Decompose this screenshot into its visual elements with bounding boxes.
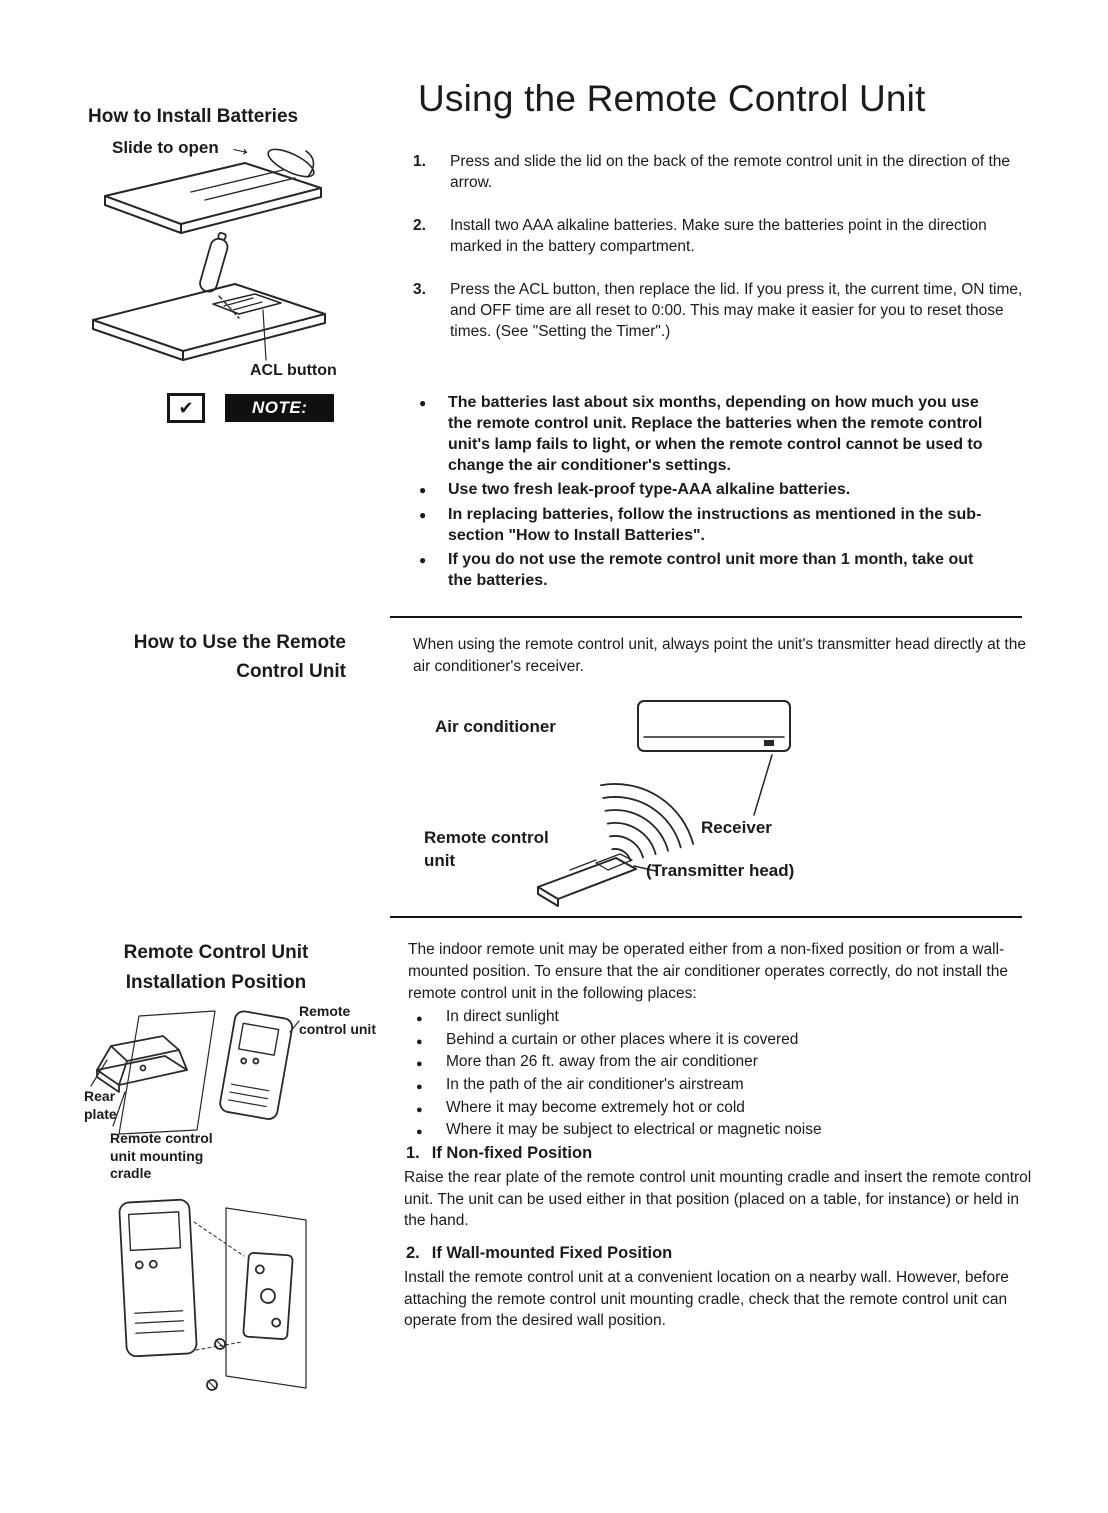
- note-list: [419, 392, 997, 594]
- note-item: [419, 479, 997, 500]
- installation-intro-text: The indoor remote unit may be operated either from a non-fixed position or from a wall-mounted position. To ensure that the air conditioner operates correctly, do not install the remote control unit in the following places:: [408, 941, 1008, 1002]
- bullet-icon: ●: [419, 483, 427, 498]
- note-item: [419, 549, 997, 591]
- heading-line: Remote Control Unit: [123, 942, 309, 963]
- mounting-cradle-label: Remote control unit mounting cradle: [110, 1130, 213, 1181]
- note-text: If you do not use the remote control unit more than 1 month, take out the batteries.: [448, 550, 974, 589]
- step-number: 2.: [413, 216, 426, 234]
- bullet-icon: ●: [416, 1035, 423, 1048]
- bullet-icon: ●: [419, 507, 427, 522]
- battery-install-illustration: [85, 224, 330, 376]
- note-text: The batteries last about six months, depending on how much you use the remote control unit. Replace the batteries when the remote control unit's lamp fails to light, or when the remote control cannot be used to change the air conditioner's settings.: [448, 394, 983, 475]
- list-item: [416, 1006, 1041, 1029]
- battery-steps-list: [413, 151, 1038, 364]
- receiver-label: Receiver: [701, 818, 772, 837]
- page-title: Using the Remote Control Unit: [418, 78, 926, 119]
- bullet-icon: ●: [416, 1080, 423, 1093]
- bullet-icon: ●: [416, 1058, 423, 1071]
- wall-mounted-position-heading: [406, 1244, 672, 1263]
- how-to-install-batteries-heading: How to Install Batteries: [88, 106, 299, 127]
- transmitter-head-label: (Transmitter head): [646, 861, 795, 880]
- subsection-title: If Wall-mounted Fixed Position: [431, 1244, 673, 1262]
- acl-button-label: ACL button: [250, 362, 337, 379]
- step-number: 3.: [413, 280, 426, 298]
- bullet-icon: ●: [416, 1013, 423, 1025]
- note-marker: [167, 393, 334, 423]
- bullet-icon: ●: [416, 1126, 423, 1139]
- wall-mount-illustration: [108, 1192, 333, 1407]
- step-text: Press the ACL button, then replace the lid. If you press it, the current time, ON time, and OFF time are all reset to 0:00. This may make it easier for you to reset those times. (See "Setting the Timer".): [450, 280, 1023, 341]
- rear-plate-label: Rear plate: [84, 1088, 117, 1122]
- heading-line: Control Unit: [236, 661, 346, 683]
- list-item-text: Where it may become extremely hot or cold: [446, 1098, 745, 1116]
- installation-position-heading: [80, 938, 352, 999]
- note-text: In replacing batteries, follow the instructions as mentioned in the sub-section "How to Install Batteries".: [448, 505, 982, 544]
- list-item: [416, 1074, 1041, 1097]
- step-1: [413, 151, 1038, 194]
- list-item: [416, 1119, 1041, 1142]
- list-item-text: In direct sunlight: [446, 1008, 559, 1025]
- note-badge: NOTE:: [225, 394, 334, 422]
- note-item: [419, 504, 997, 546]
- bullet-icon: ●: [416, 1103, 423, 1116]
- bullet-icon: ●: [419, 396, 427, 410]
- remote-control-unit-label: Remote control unit: [424, 828, 549, 870]
- list-item-text: Behind a curtain or other places where it is covered: [446, 1030, 799, 1048]
- slide-arrow-icon: →: [226, 131, 256, 164]
- non-fixed-position-text: Raise the rear plate of the remote control unit mounting cradle and insert the remote control unit. The unit can be used either in that position (placed on a table, for instance) or held in the hand.: [404, 1169, 1032, 1230]
- list-item: [416, 1029, 1041, 1052]
- step-text: Press and slide the lid on the back of the remote control unit in the direction of the arrow.: [450, 153, 1011, 192]
- list-item: [416, 1051, 1041, 1074]
- bullet-icon: ●: [419, 552, 427, 567]
- note-item: [419, 392, 997, 476]
- step-3: [413, 279, 1038, 343]
- non-fixed-position-heading: [406, 1144, 592, 1163]
- list-item-text: More than 26 ft. away from the air conditioner: [446, 1053, 758, 1071]
- checkmark-icon: ✔: [178, 397, 194, 418]
- use-intro-text: When using the remote control unit, always point the unit's transmitter head directly at the air conditioner's receiver.: [413, 636, 1026, 675]
- subsection-title: If Non-fixed Position: [431, 1144, 593, 1162]
- wall-mounted-position-text: Install the remote control unit at a convenient location on a nearby wall. However, before attaching the remote control unit mounting cradle, check that the remote control unit can operate from the desired wall position.: [404, 1269, 1009, 1330]
- list-item-text: Where it may be subject to electrical or magnetic noise: [446, 1121, 822, 1139]
- subsection-number: 2.: [406, 1244, 420, 1262]
- step-2: [413, 215, 1038, 258]
- heading-line: Installation Position: [125, 972, 307, 994]
- section-divider: [390, 916, 1022, 918]
- slide-to-open-text: Slide to open: [112, 138, 219, 157]
- remote-control-unit-label: Remote control unit: [299, 1003, 376, 1037]
- list-item: [416, 1097, 1041, 1120]
- section-divider: [390, 616, 1022, 618]
- placement-warning-list: [416, 1006, 1041, 1142]
- step-number: 1.: [413, 153, 426, 170]
- checkmark-box-icon: [167, 393, 205, 423]
- how-to-use-heading: [56, 628, 346, 687]
- note-text: Use two fresh leak-proof type-AAA alkaline batteries.: [448, 481, 851, 499]
- heading-line: How to Use the Remote: [133, 632, 346, 653]
- subsection-number: 1.: [406, 1144, 420, 1162]
- list-item-text: In the path of the air conditioner's airstream: [446, 1075, 744, 1093]
- step-text: Install two AAA alkaline batteries. Make sure the batteries point in the direction marked in the battery compartment.: [450, 216, 987, 256]
- air-conditioner-label: Air conditioner: [435, 717, 556, 736]
